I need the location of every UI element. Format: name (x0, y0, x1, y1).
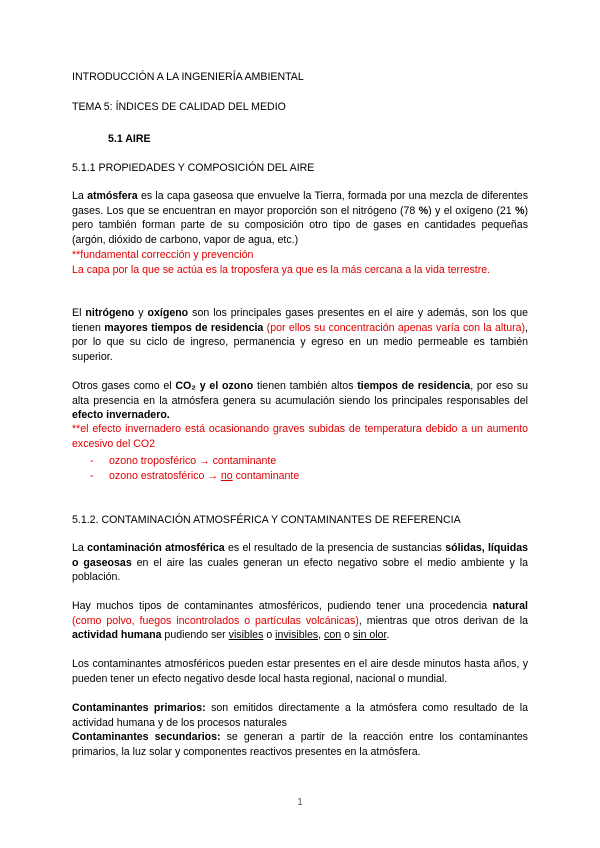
page-number: 1 (297, 797, 303, 808)
paragraph-presencia: Los contaminantes atmosféricos pueden estar presentes en el aire desde minutos hasta años, y pueden tener un efecto negativo desde local hasta regional, nacional o mundial. (72, 658, 528, 685)
section-title: 5.1 AIRE (108, 133, 151, 145)
paragraph-secundarios: Contaminantes secundarios: se generan a partir de la reacción entre los contaminantes primarios, la luz solar y componentes reactivos presentes en la atmósfera. (72, 731, 528, 758)
note-troposfera: La capa por la que se actúa es la troposfera ya que es la más cercana a la vida terrestre. (72, 264, 491, 276)
paragraph-primarios: Contaminantes primarios: son emitidos directamente a la atmósfera como resultado de la actividad humana y de los procesos naturales (72, 702, 528, 729)
paragraph-co2: Otros gases como el CO₂ y el ozono tienen también altos tiempos de residencia, por eso su alta presencia en la atmósfera genera su acumulación siendo los principales responsables del efecto invernadero. (72, 380, 529, 422)
paragraph-nitrogeno: El nitrógeno y oxígeno son los principales gases presentes en el aire y además, son los que tienen mayores tiempos de residencia (por ellos su concentración apenas varía con la altura), por lo que su ciclo de ingreso, permanencia y egreso en un medio permeable es también superior. (72, 307, 528, 364)
paragraph-contaminacion: La contaminación atmosférica es el resultado de la presencia de sustancias sólidas, líquidas o gaseosas en el aire las cuales generan un efecto negativo sobre el medio ambiente y la población. (72, 542, 528, 584)
note-correccion: **fundamental corrección y prevención (72, 249, 254, 261)
course-title: INTRODUCCIÓN A LA INGENIERÍA AMBIENTAL (72, 71, 304, 83)
paragraph-tipos: Hay muchos tipos de contaminantes atmosféricos, pudiendo tener una procedencia natural (como polvo, fuegos incontrolados o partículas volcánicas), mientras que otros derivan de la actividad humana pudiendo ser visibles o invisibles, con o sin olor. (72, 600, 528, 642)
heading-5-1-1: 5.1.1 PROPIEDADES Y COMPOSICIÓN DEL AIRE (72, 162, 315, 174)
heading-5-1-2: 5.1.2. CONTAMINACIÓN ATMOSFÉRICA Y CONTAMINANTES DE REFERENCIA (72, 514, 461, 526)
note-invernadero: **el efecto invernadero está ocasionando graves subidas de temperatura debido a un aumento excesivo del CO2 (72, 423, 528, 450)
paragraph-atmosfera: La atmósfera es la capa gaseosa que envuelve la Tierra, formada por una mezcla de diferentes gases. Los que se encuentran en mayor proporción son el nitrógeno (78 %) y el oxígeno (21 %) pero también forman parte de su composición otro tipo de gases en cantidades pequeñas (argón, dióxido de carbono, vapor de agua, etc.) (72, 190, 529, 247)
topic-title: TEMA 5: ÍNDICES DE CALIDAD DEL MEDIO (72, 101, 286, 113)
bullet-ozono-estratosferico: - ozono estratosférico → no contaminante (90, 470, 300, 482)
bullet-ozono-troposferico: - ozono troposférico → contaminante (90, 455, 277, 467)
